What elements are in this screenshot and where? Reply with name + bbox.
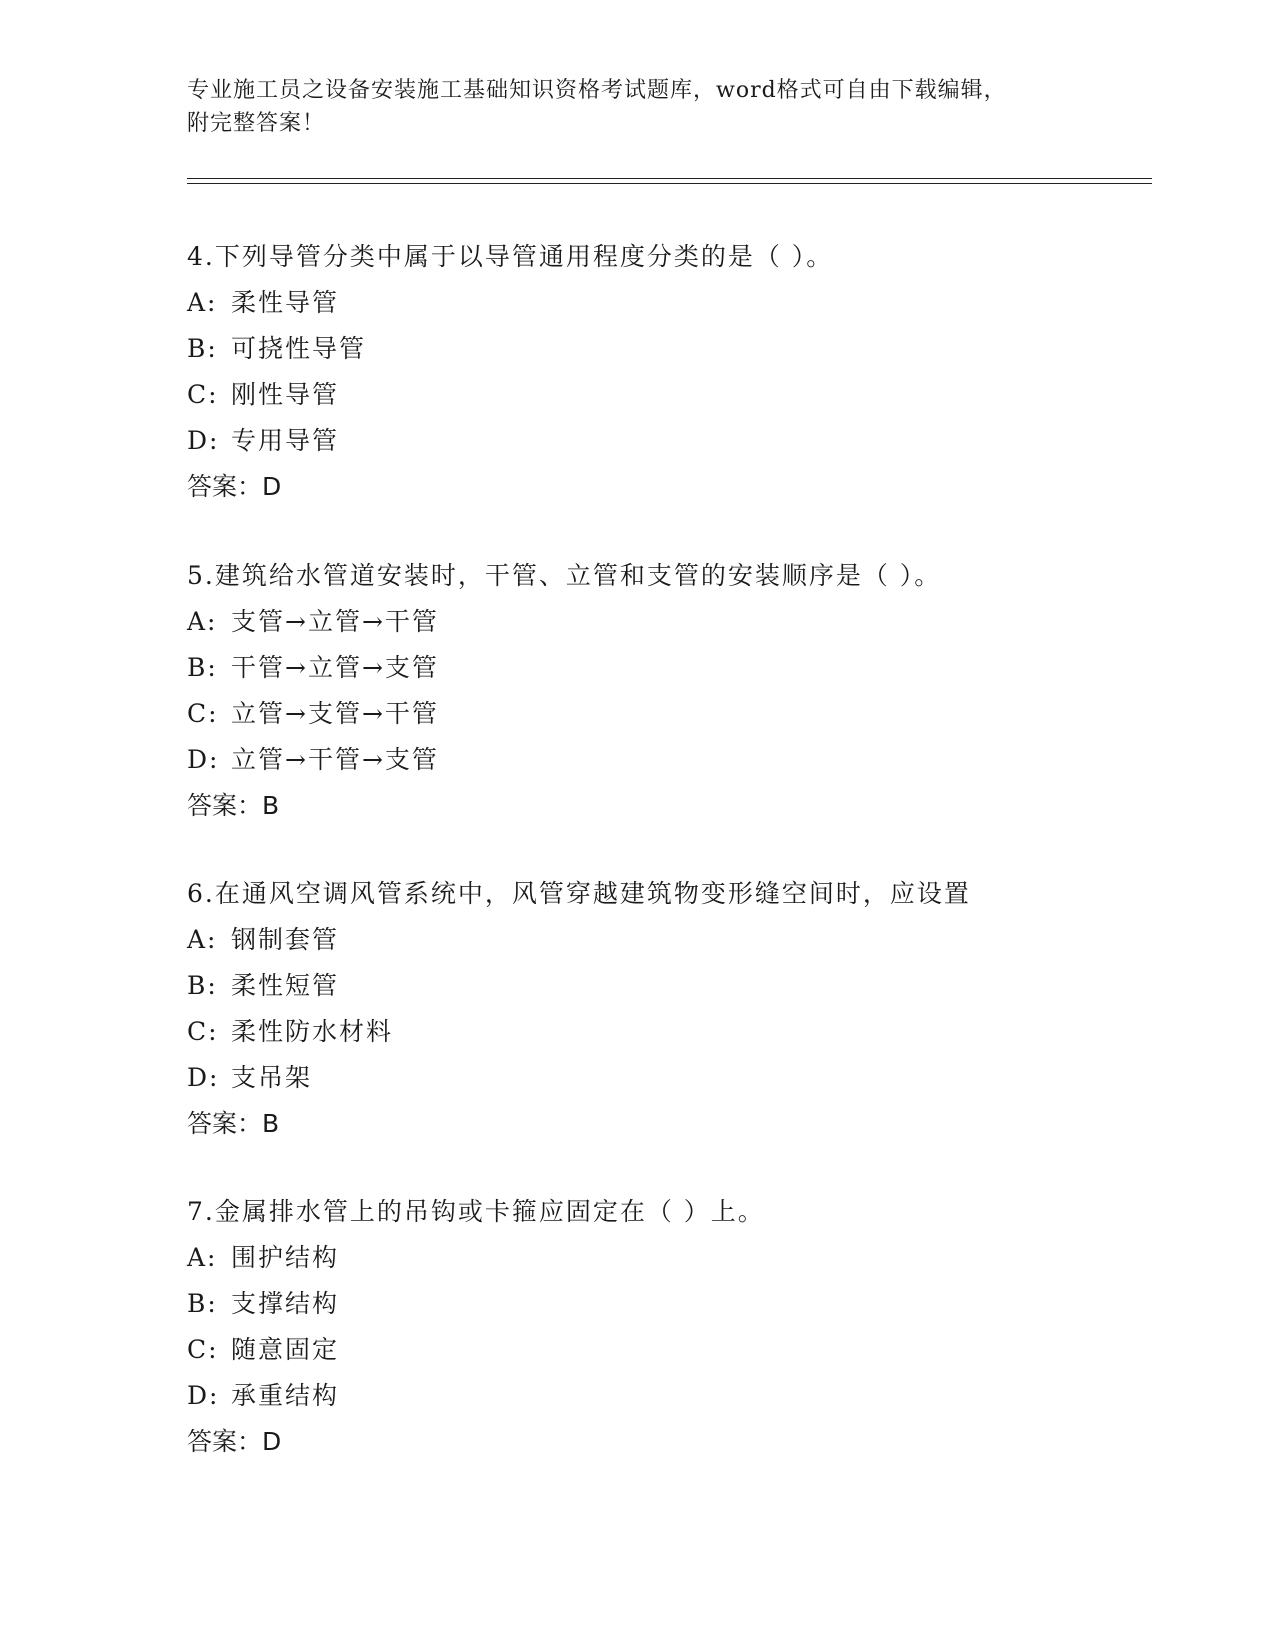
option-text: 柔性防水材料 — [231, 1017, 394, 1046]
document-header — [187, 74, 1087, 140]
option-a — [187, 924, 1167, 956]
answer-label: 答案：D — [187, 1427, 282, 1456]
option-text: 围护结构 — [231, 1243, 340, 1272]
option-text: 支撑结构 — [231, 1289, 340, 1318]
question-stem: 4.下列导管分类中属于以导管通用程度分类的是（ ）。 — [187, 242, 834, 271]
answer-label: 答案：D — [187, 472, 282, 501]
option-key: B: — [187, 653, 218, 682]
option-key: D: — [187, 1381, 220, 1410]
option-text: 立管→支管→干管 — [231, 699, 439, 728]
option-text: 支管→立管→干管 — [231, 607, 439, 636]
header-line-2: 附完整答案！ — [187, 111, 326, 136]
option-key: A: — [187, 925, 218, 954]
option-key: D: — [187, 745, 220, 774]
option-text: 随意固定 — [231, 1335, 340, 1364]
question-stem: 5.建筑给水管道安装时，干管、立管和支管的安装顺序是（ ）。 — [187, 561, 942, 590]
answer-label: 答案：B — [187, 791, 280, 820]
option-d — [187, 1380, 1167, 1412]
question-stem: 6.在通风空调风管系统中，风管穿越建筑物变形缝空间时，应设置 — [187, 879, 971, 908]
option-b — [187, 1288, 1167, 1320]
option-text: 干管→立管→支管 — [231, 653, 439, 682]
option-key: B: — [187, 334, 218, 363]
question-block — [187, 560, 1167, 822]
option-b — [187, 652, 1167, 684]
header-divider-bottom — [187, 183, 1152, 184]
option-text: 支吊架 — [231, 1063, 313, 1092]
header-divider-top — [187, 178, 1152, 179]
option-key: C: — [187, 1335, 219, 1364]
option-text: 承重结构 — [231, 1381, 340, 1410]
question-block — [187, 1196, 1167, 1458]
option-key: C: — [187, 699, 219, 728]
option-a — [187, 287, 1167, 319]
question-stem: 7.金属排水管上的吊钩或卡箍应固定在（ ）上。 — [187, 1197, 765, 1226]
option-key: C: — [187, 380, 219, 409]
option-d — [187, 744, 1167, 776]
option-d — [187, 1062, 1167, 1094]
option-c — [187, 1334, 1167, 1366]
option-key: D: — [187, 426, 220, 455]
option-c — [187, 698, 1167, 730]
option-a — [187, 606, 1167, 638]
option-key: D: — [187, 1063, 220, 1092]
answer-label: 答案：B — [187, 1109, 280, 1138]
option-key: C: — [187, 1017, 219, 1046]
option-text: 刚性导管 — [231, 380, 340, 409]
option-key: A: — [187, 1243, 218, 1272]
option-text: 可挠性导管 — [231, 334, 367, 363]
question-block — [187, 878, 1167, 1140]
option-text: 专用导管 — [231, 426, 340, 455]
option-b — [187, 333, 1167, 365]
option-a — [187, 1242, 1167, 1274]
option-key: A: — [187, 607, 218, 636]
option-text: 柔性短管 — [231, 971, 340, 1000]
option-c — [187, 1016, 1167, 1048]
option-text: 立管→干管→支管 — [231, 745, 439, 774]
header-line-1: 专业施工员之设备安装施工基础知识资格考试题库，word格式可自由下载编辑， — [187, 78, 1007, 103]
option-text: 柔性导管 — [231, 288, 340, 317]
option-key: B: — [187, 1289, 218, 1318]
option-b — [187, 970, 1167, 1002]
option-text: 钢制套管 — [231, 925, 340, 954]
option-c — [187, 379, 1167, 411]
question-block — [187, 241, 1167, 503]
option-key: B: — [187, 971, 218, 1000]
option-d — [187, 425, 1167, 457]
option-key: A: — [187, 288, 218, 317]
